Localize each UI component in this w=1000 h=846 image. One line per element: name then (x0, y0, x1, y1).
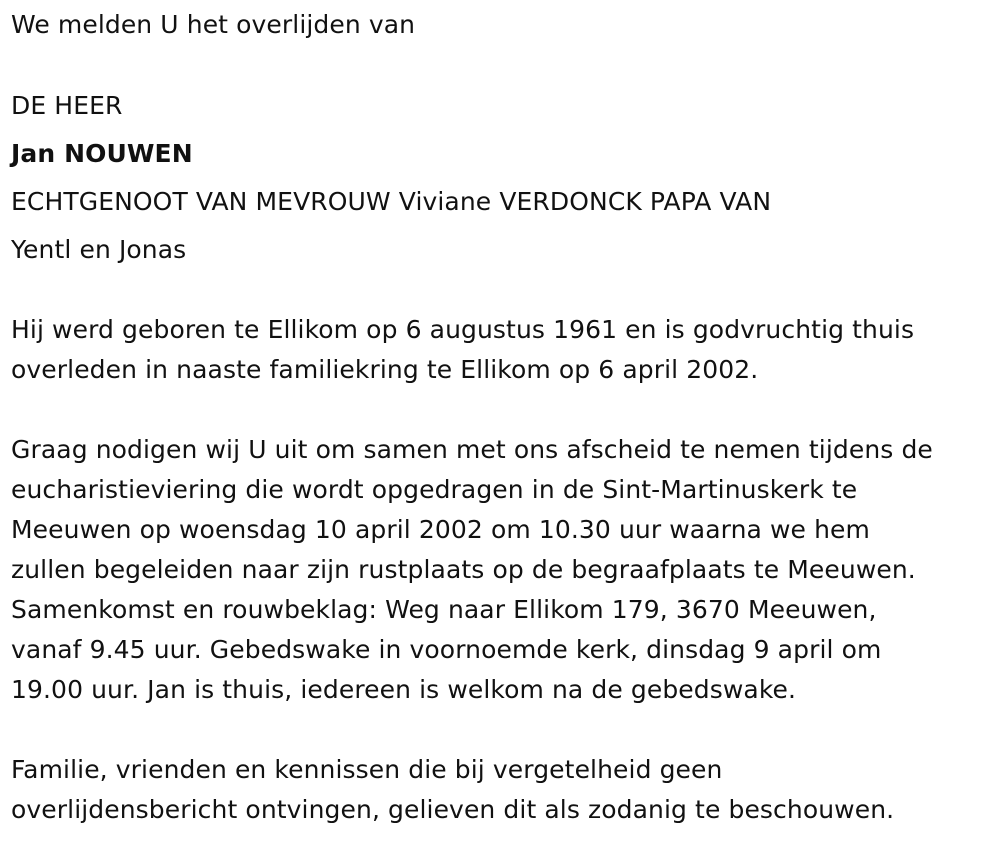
paragraph-line: Graag nodigen wij U uit om samen met ons afscheid te nemen tijdens de (11, 435, 933, 464)
paragraph-line: vanaf 9.45 uur. Gebedswake in voornoemde kerk, dinsdag 9 april om (11, 635, 882, 664)
paragraph-line: Meeuwen op woensdag 10 april 2002 om 10.30 uur waarna we hem (11, 515, 870, 544)
paragraph-line: overleden in naaste familiekring te Ellikom op 6 april 2002. (11, 355, 759, 384)
relation-line-1: ECHTGENOOT VAN MEVROUW Viviane VERDONCK PAPA VAN (11, 187, 772, 216)
paragraph-line: zullen begeleiden naar zijn rustplaats op de begraafplaats te Meeuwen. (11, 555, 916, 584)
paragraph-line: eucharistieviering die wordt opgedragen in de Sint-Martinuskerk te (11, 475, 858, 504)
relation-line-2: Yentl en Jonas (11, 235, 187, 264)
intro-text: We melden U het overlijden van (11, 10, 416, 39)
deceased-name: Jan NOUWEN (11, 139, 193, 168)
paragraph-line: 19.00 uur. Jan is thuis, iedereen is welkom na de gebedswake. (11, 675, 797, 704)
paragraph-line: Familie, vrienden en kennissen die bij vergetelheid geen (11, 755, 723, 784)
paragraph-line: overlijdensbericht ontvingen, gelieven dit als zodanig te beschouwen. (11, 795, 895, 824)
title-prefix: DE HEER (11, 91, 123, 120)
paragraph-line: Hij werd geboren te Ellikom op 6 augustus 1961 en is godvruchtig thuis (11, 315, 915, 344)
paragraph-line: Samenkomst en rouwbeklag: Weg naar Ellikom 179, 3670 Meeuwen, (11, 595, 877, 624)
